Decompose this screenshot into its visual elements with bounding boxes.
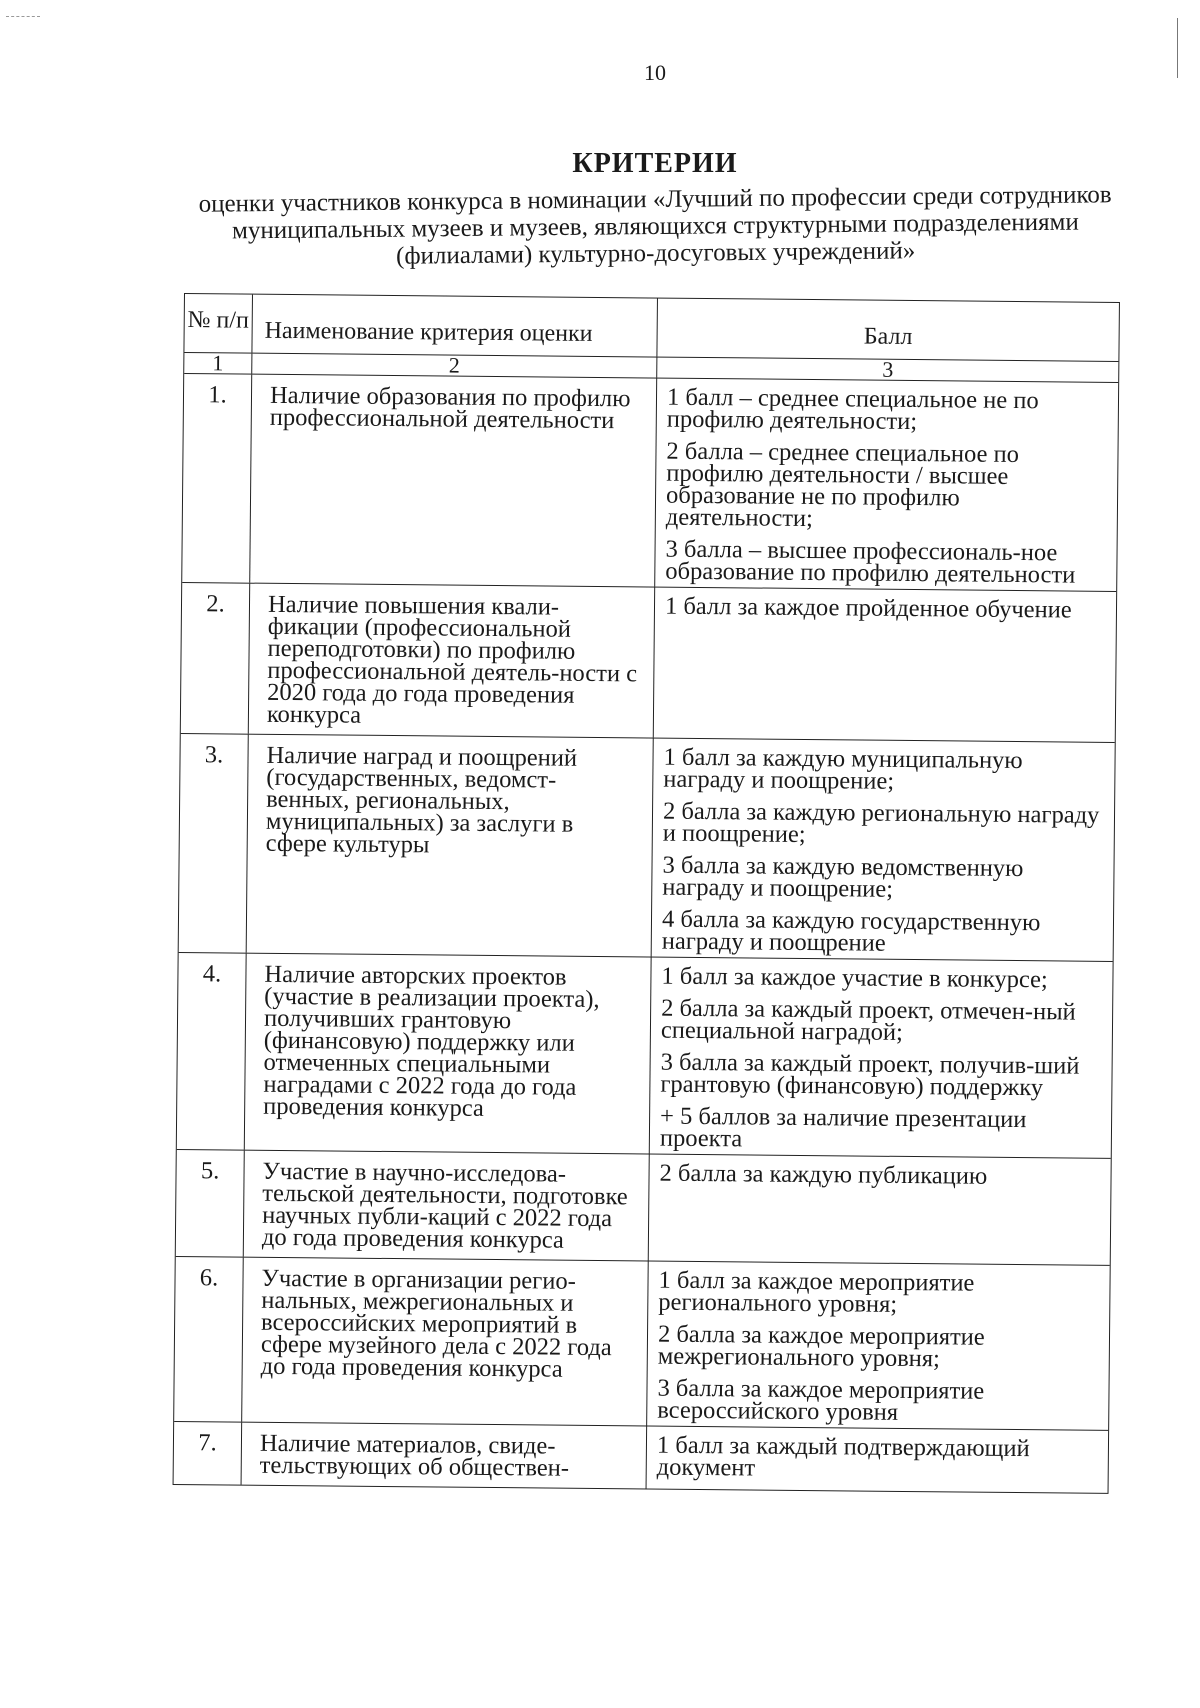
document-title: КРИТЕРИИ <box>572 148 738 179</box>
table-row <box>174 1422 1109 1493</box>
score-item: 1 балл за каждое мероприятие регионального уровня; <box>658 1266 975 1318</box>
table-row <box>174 1257 1110 1431</box>
score-item: 1 балл за каждый подтверждающий документ <box>656 1431 1030 1482</box>
score-item: 4 балла за каждую государственную награду и поощрение <box>661 905 1041 957</box>
score-cell <box>650 958 1113 1158</box>
table-row <box>177 953 1113 1159</box>
row-number: 6. <box>174 1257 244 1422</box>
scan-corner-mark <box>6 16 40 18</box>
criterion-name: Участие в организации регио-нальных, межрегиональных и всероссийских мероприятий в сфере музейного дела с 2022 года до года проведения конкурса <box>242 1258 649 1426</box>
table-row <box>176 1150 1111 1266</box>
header-score: Балл <box>863 323 913 350</box>
table-row <box>179 734 1115 962</box>
score-item: 2 балла за каждый проект, отмечен-ный специальной наградой; <box>660 994 1076 1046</box>
score-cell <box>654 588 1116 742</box>
row-number: 2. <box>181 583 250 734</box>
score-item: 1 балл – среднее специальное не по профилю деятельности; <box>666 383 1039 436</box>
score-cell <box>655 379 1118 591</box>
score-item: 3 балла за каждое мероприятие всероссийского уровня <box>657 1374 985 1426</box>
row-number: 5. <box>176 1150 245 1257</box>
criterion-name: Наличие повышения квали-фикации (профессиональной переподготовки) по профилю профессиональной деятель-ности с 2020 года до года проведения конкурса <box>249 584 655 738</box>
score-item: 2 балла – среднее специальное по профилю деятельности / высшее образование не по профилю деятельности; <box>665 437 1020 533</box>
score-item: 2 балла за каждую региональную награду и поощрение; <box>662 797 1100 848</box>
row-number: 7. <box>174 1422 243 1485</box>
header-criterion: Наименование критерия оценки <box>252 295 658 357</box>
page-number: 10 <box>644 60 666 85</box>
score-cell <box>652 739 1115 961</box>
column-number: 1 <box>184 353 252 374</box>
criteria-table <box>173 293 1120 1494</box>
criterion-name: Наличие наград и поощрений (государственных, ведомст-венных, региональных, муниципальных) за заслуги в сфере культуры <box>247 735 654 957</box>
score-item: 3 балла за каждую ведомственную награду и поощрение; <box>662 851 1024 903</box>
document-subtitle: оценки участников конкурса в номинации «Лучший по профессии среди сотрудников муниципальных музеев и музеев, являющихся структурными подразделениями (филиалами) культурно-досуговых учреждений» <box>198 181 1112 270</box>
table-header-row <box>184 294 1119 362</box>
score-item: 3 балла за каждый проект, получив-ший грантовую (финансовую) поддержку <box>660 1048 1080 1102</box>
criterion-name: Наличие образования по профилю профессиональной деятельности <box>250 375 657 587</box>
score-item: 1 балл за каждое участие в конкурсе; <box>661 962 1048 994</box>
header-number: № п/п <box>184 294 253 353</box>
column-number: 3 <box>882 356 894 382</box>
criterion-name: Участие в научно-исследова-тельской деятельности, подготовке научных публи-каций с 2022 года до года проведения конкурса <box>244 1151 650 1261</box>
score-item: 1 балл за каждое пройденное обучение <box>664 592 1072 624</box>
score-item: + 5 баллов за наличие презентации проекта <box>659 1102 1027 1153</box>
score-item: 3 балла – высшее профессиональ-ное образование по профилю деятельности <box>665 535 1076 589</box>
criterion-name: Наличие материалов, свиде-тельствующих об обществен- <box>242 1423 648 1489</box>
row-number: 4. <box>177 953 247 1150</box>
table-row <box>182 374 1118 592</box>
score-item: 2 балла за каждое мероприятие межрегионального уровня; <box>657 1320 985 1373</box>
row-number: 3. <box>179 734 249 953</box>
score-cell <box>649 1155 1111 1265</box>
score-cell <box>647 1426 1109 1492</box>
row-number: 1. <box>182 374 252 583</box>
score-item: 2 балла за каждую публикацию <box>659 1159 988 1190</box>
score-item: 1 балл за каждую муниципальную награду и поощрение; <box>663 743 1023 795</box>
table-row <box>181 583 1116 743</box>
criterion-name: Наличие авторских проектов (участие в реализации проекта), получивших грантовую (финансовую) поддержку или отмеченных специальными наградами с 2022 года до года проведения конкурса <box>245 954 652 1154</box>
column-number: 2 <box>252 354 657 378</box>
score-cell <box>647 1262 1110 1430</box>
